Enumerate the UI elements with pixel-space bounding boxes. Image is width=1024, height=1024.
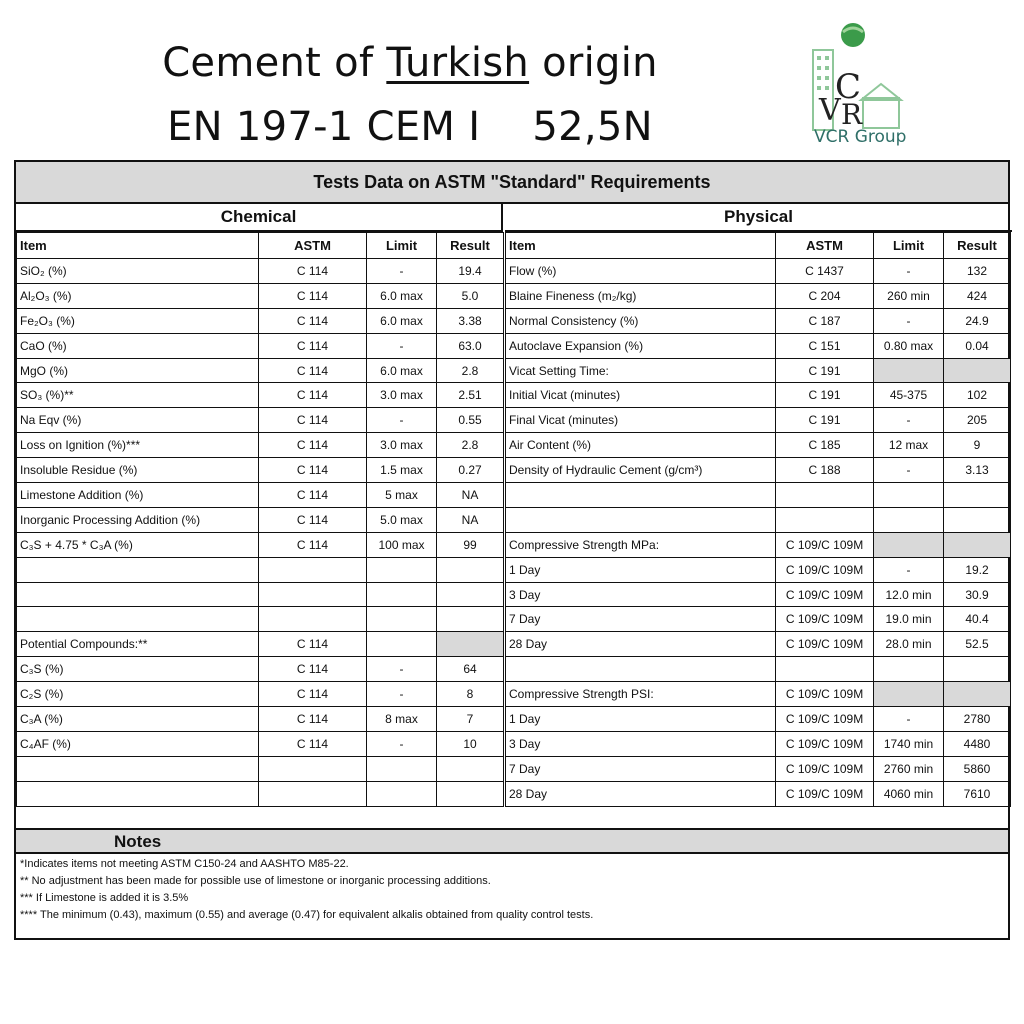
chemical-cell-limit: -	[367, 333, 437, 358]
chemical-cell-result: 8	[437, 682, 504, 707]
table-row	[506, 283, 1011, 308]
physical-cell-result: 40.4	[944, 607, 1011, 632]
table-row	[17, 507, 504, 532]
chemical-cell-limit: 5 max	[367, 483, 437, 508]
table-row	[17, 532, 504, 557]
physical-cell-limit	[874, 532, 944, 557]
chemical-cell-result: 63.0	[437, 333, 504, 358]
physical-cell-item: Normal Consistency (%)	[506, 308, 776, 333]
physical-cell-result	[944, 358, 1011, 383]
physical-col-astm: ASTM	[776, 233, 874, 259]
chemical-cell-item	[17, 756, 259, 781]
svg-text:R: R	[841, 98, 863, 131]
physical-cell-item: Final Vicat (minutes)	[506, 408, 776, 433]
note-line: **** The minimum (0.43), maximum (0.55) and average (0.47) for equivalent alkalis obtained from quality control tests.	[20, 909, 594, 921]
table-row	[17, 283, 504, 308]
physical-cell-item: 28 Day	[506, 632, 776, 657]
chemical-cell-astm	[259, 781, 367, 806]
physical-cell-item: Density of Hydraulic Cement (g/cm³)	[506, 458, 776, 483]
chemical-cell-item	[17, 607, 259, 632]
chemical-cell-result: 10	[437, 731, 504, 756]
chemical-cell-item: MgO (%)	[17, 358, 259, 383]
physical-cell-limit: 12.0 min	[874, 582, 944, 607]
physical-header-row	[506, 233, 1011, 259]
note-line: *Indicates items not meeting ASTM C150-24 and AASHTO M85-22.	[20, 858, 349, 870]
physical-cell-astm: C 185	[776, 433, 874, 458]
physical-cell-item: Air Content (%)	[506, 433, 776, 458]
physical-cell-astm: C 204	[776, 283, 874, 308]
table-row	[17, 433, 504, 458]
chemical-cell-limit: -	[367, 408, 437, 433]
table-row	[17, 483, 504, 508]
physical-cell-astm: C 109/C 109M	[776, 781, 874, 806]
test-data-sheet	[14, 160, 1010, 940]
physical-cell-limit: 1740 min	[874, 731, 944, 756]
table-row	[506, 607, 1011, 632]
chemical-cell-limit: -	[367, 682, 437, 707]
table-row	[17, 408, 504, 433]
chemical-cell-item: C₃S (%)	[17, 657, 259, 682]
chemical-cell-result	[437, 632, 504, 657]
svg-text:C: C	[835, 67, 862, 107]
chemical-cell-astm	[259, 607, 367, 632]
physical-cell-result	[944, 507, 1011, 532]
table-row	[17, 458, 504, 483]
chemical-cell-astm: C 114	[259, 731, 367, 756]
chemical-cell-astm: C 114	[259, 682, 367, 707]
table-row	[17, 358, 504, 383]
physical-cell-astm: C 188	[776, 458, 874, 483]
chemical-cell-result: 5.0	[437, 283, 504, 308]
chemical-cell-limit	[367, 582, 437, 607]
chemical-cell-result: 2.51	[437, 383, 504, 408]
physical-cell-result: 24.9	[944, 308, 1011, 333]
chemical-cell-limit	[367, 781, 437, 806]
physical-cell-limit: -	[874, 259, 944, 284]
physical-cell-astm: C 109/C 109M	[776, 682, 874, 707]
physical-cell-astm: C 187	[776, 308, 874, 333]
physical-cell-result: 9	[944, 433, 1011, 458]
notes-list	[20, 856, 593, 924]
physical-cell-limit: -	[874, 557, 944, 582]
physical-cell-item: 7 Day	[506, 607, 776, 632]
chemical-cell-result	[437, 582, 504, 607]
physical-cell-limit: 19.0 min	[874, 607, 944, 632]
table-row	[506, 433, 1011, 458]
chemical-cell-item: Na Eqv (%)	[17, 408, 259, 433]
physical-cell-limit: -	[874, 308, 944, 333]
physical-cell-limit	[874, 483, 944, 508]
table-row	[17, 607, 504, 632]
chemical-cell-item: Insoluble Residue (%)	[17, 458, 259, 483]
chemical-cell-result: 2.8	[437, 433, 504, 458]
chemical-cell-astm: C 114	[259, 532, 367, 557]
chemical-cell-result	[437, 781, 504, 806]
table-row	[506, 383, 1011, 408]
table-row	[506, 358, 1011, 383]
chemical-cell-result: 19.4	[437, 259, 504, 284]
chemical-cell-result: 7	[437, 707, 504, 732]
physical-cell-result: 4480	[944, 731, 1011, 756]
chemical-cell-limit: 3.0 max	[367, 383, 437, 408]
chemical-cell-item	[17, 781, 259, 806]
physical-cell-item: Vicat Setting Time:	[506, 358, 776, 383]
chemical-cell-limit	[367, 607, 437, 632]
table-row	[506, 483, 1011, 508]
table-row	[17, 781, 504, 806]
physical-cell-astm: C 109/C 109M	[776, 632, 874, 657]
svg-text:V: V	[819, 93, 841, 128]
chemical-cell-result: NA	[437, 483, 504, 508]
chemical-cell-astm: C 114	[259, 383, 367, 408]
chemical-cell-result	[437, 557, 504, 582]
table-row	[506, 458, 1011, 483]
physical-cell-item	[506, 657, 776, 682]
physical-cell-result	[944, 682, 1011, 707]
chemical-cell-item: CaO (%)	[17, 333, 259, 358]
chemical-cell-astm: C 114	[259, 657, 367, 682]
chemical-cell-item: Fe₂O₃ (%)	[17, 308, 259, 333]
chemical-cell-item: SiO₂ (%)	[17, 259, 259, 284]
physical-cell-result: 7610	[944, 781, 1011, 806]
physical-cell-limit: 12 max	[874, 433, 944, 458]
table-row	[506, 532, 1011, 557]
physical-cell-item: Initial Vicat (minutes)	[506, 383, 776, 408]
table-row	[17, 557, 504, 582]
physical-cell-result	[944, 532, 1011, 557]
table-row	[506, 557, 1011, 582]
chemical-cell-limit	[367, 557, 437, 582]
physical-section-title: Physical	[505, 204, 1012, 232]
chemical-cell-limit	[367, 632, 437, 657]
title-text-prefix: Cement of	[162, 40, 387, 86]
physical-cell-astm: C 109/C 109M	[776, 582, 874, 607]
physical-cell-item: 7 Day	[506, 756, 776, 781]
physical-cell-result: 205	[944, 408, 1011, 433]
chemical-section-title: Chemical	[16, 204, 503, 232]
physical-cell-astm: C 191	[776, 383, 874, 408]
table-row	[506, 682, 1011, 707]
physical-col-item: Item	[506, 233, 776, 259]
table-row	[506, 308, 1011, 333]
table-row	[506, 259, 1011, 284]
table-row	[506, 582, 1011, 607]
table-row	[17, 308, 504, 333]
physical-cell-item	[506, 483, 776, 508]
chemical-cell-limit: 100 max	[367, 532, 437, 557]
chemical-col-item: Item	[17, 233, 259, 259]
sheet-header: Tests Data on ASTM "Standard" Requirements	[16, 162, 1008, 204]
physical-cell-result: 424	[944, 283, 1011, 308]
chemical-cell-astm: C 114	[259, 308, 367, 333]
physical-cell-limit: 260 min	[874, 283, 944, 308]
physical-cell-item: 3 Day	[506, 582, 776, 607]
chemical-cell-result: 99	[437, 532, 504, 557]
physical-cell-astm: C 109/C 109M	[776, 557, 874, 582]
chemical-cell-item: Inorganic Processing Addition (%)	[17, 507, 259, 532]
chemical-cell-item: Al₂O₃ (%)	[17, 283, 259, 308]
physical-table	[505, 232, 1011, 807]
title-text-suffix: origin	[529, 40, 658, 86]
chemical-cell-astm: C 114	[259, 408, 367, 433]
physical-cell-astm: C 109/C 109M	[776, 532, 874, 557]
table-row	[17, 582, 504, 607]
chemical-col-result: Result	[437, 233, 504, 259]
chemical-cell-item	[17, 582, 259, 607]
physical-cell-limit	[874, 358, 944, 383]
chemical-cell-item	[17, 557, 259, 582]
chemical-cell-astm	[259, 756, 367, 781]
chemical-cell-limit: 5.0 max	[367, 507, 437, 532]
physical-cell-result: 19.2	[944, 557, 1011, 582]
physical-cell-item: 28 Day	[506, 781, 776, 806]
chemical-cell-result: 0.55	[437, 408, 504, 433]
physical-cell-astm: C 109/C 109M	[776, 756, 874, 781]
physical-cell-astm: C 109/C 109M	[776, 607, 874, 632]
chemical-cell-limit: 6.0 max	[367, 358, 437, 383]
chemical-cell-astm: C 114	[259, 333, 367, 358]
page-title-line1	[0, 40, 820, 86]
logo-text: VCR Group	[814, 127, 907, 147]
chemical-col-limit: Limit	[367, 233, 437, 259]
physical-cell-astm	[776, 657, 874, 682]
physical-cell-item: 3 Day	[506, 731, 776, 756]
chemical-cell-limit	[367, 756, 437, 781]
table-row	[506, 657, 1011, 682]
chemical-cell-item: Loss on Ignition (%)***	[17, 433, 259, 458]
physical-cell-astm: C 191	[776, 358, 874, 383]
physical-cell-limit: 28.0 min	[874, 632, 944, 657]
table-row	[17, 383, 504, 408]
table-row	[17, 756, 504, 781]
table-row	[17, 731, 504, 756]
chemical-cell-result: 0.27	[437, 458, 504, 483]
physical-cell-result	[944, 483, 1011, 508]
table-row	[506, 781, 1011, 806]
table-row	[506, 632, 1011, 657]
chemical-col-astm: ASTM	[259, 233, 367, 259]
chemical-cell-astm: C 114	[259, 483, 367, 508]
page-title-line2: EN 197-1 CEM I 52,5N	[167, 104, 653, 150]
chemical-cell-astm: C 114	[259, 259, 367, 284]
table-row	[506, 707, 1011, 732]
chemical-cell-item: Potential Compounds:**	[17, 632, 259, 657]
physical-cell-limit: 4060 min	[874, 781, 944, 806]
chemical-cell-astm: C 114	[259, 433, 367, 458]
table-row	[17, 259, 504, 284]
physical-cell-limit: -	[874, 458, 944, 483]
physical-cell-limit: 0.80 max	[874, 333, 944, 358]
physical-cell-limit	[874, 682, 944, 707]
chemical-cell-item: SO₃ (%)**	[17, 383, 259, 408]
physical-cell-limit	[874, 507, 944, 532]
physical-cell-astm: C 151	[776, 333, 874, 358]
physical-cell-item: Compressive Strength PSI:	[506, 682, 776, 707]
note-line: ** No adjustment has been made for possible use of limestone or inorganic processing additions.	[20, 875, 491, 887]
physical-cell-item: 1 Day	[506, 557, 776, 582]
chemical-cell-result	[437, 756, 504, 781]
physical-cell-result: 0.04	[944, 333, 1011, 358]
chemical-cell-limit: 8 max	[367, 707, 437, 732]
chemical-cell-result	[437, 607, 504, 632]
physical-cell-result	[944, 657, 1011, 682]
chemical-cell-item: Limestone Addition (%)	[17, 483, 259, 508]
physical-col-limit: Limit	[874, 233, 944, 259]
chemical-cell-result: 3.38	[437, 308, 504, 333]
chemical-cell-result: 64	[437, 657, 504, 682]
chemical-cell-limit: 1.5 max	[367, 458, 437, 483]
chemical-cell-item: C₂S (%)	[17, 682, 259, 707]
chemical-cell-astm: C 114	[259, 358, 367, 383]
chemical-header-row	[17, 233, 504, 259]
physical-col-result: Result	[944, 233, 1011, 259]
table-row	[506, 408, 1011, 433]
chemical-cell-astm	[259, 582, 367, 607]
chemical-cell-limit: -	[367, 259, 437, 284]
chemical-cell-item: C₄AF (%)	[17, 731, 259, 756]
chemical-cell-limit: -	[367, 657, 437, 682]
table-row	[506, 333, 1011, 358]
physical-cell-astm: C 1437	[776, 259, 874, 284]
chemical-table	[16, 232, 504, 807]
chemical-cell-astm: C 114	[259, 707, 367, 732]
physical-cell-item	[506, 507, 776, 532]
table-row	[17, 707, 504, 732]
table-row	[506, 731, 1011, 756]
chemical-cell-astm: C 114	[259, 458, 367, 483]
chemical-cell-astm	[259, 557, 367, 582]
chemical-cell-result: 2.8	[437, 358, 504, 383]
physical-cell-result: 52.5	[944, 632, 1011, 657]
physical-cell-astm: C 109/C 109M	[776, 707, 874, 732]
chemical-cell-astm: C 114	[259, 632, 367, 657]
physical-cell-item: 1 Day	[506, 707, 776, 732]
physical-cell-result: 3.13	[944, 458, 1011, 483]
physical-cell-limit: 2760 min	[874, 756, 944, 781]
chemical-cell-result: NA	[437, 507, 504, 532]
table-row	[17, 632, 504, 657]
physical-cell-limit: -	[874, 408, 944, 433]
chemical-cell-limit: 3.0 max	[367, 433, 437, 458]
table-row	[17, 682, 504, 707]
physical-cell-item: Autoclave Expansion (%)	[506, 333, 776, 358]
physical-cell-item: Flow (%)	[506, 259, 776, 284]
physical-cell-result: 2780	[944, 707, 1011, 732]
title-text-origin: Turkish	[386, 40, 530, 86]
chemical-cell-limit: 6.0 max	[367, 308, 437, 333]
table-row	[17, 333, 504, 358]
physical-cell-astm	[776, 483, 874, 508]
physical-cell-limit: -	[874, 707, 944, 732]
physical-cell-result: 30.9	[944, 582, 1011, 607]
physical-cell-result: 5860	[944, 756, 1011, 781]
chemical-cell-limit: -	[367, 731, 437, 756]
chemical-cell-item: C₃A (%)	[17, 707, 259, 732]
table-row	[506, 507, 1011, 532]
physical-cell-result: 132	[944, 259, 1011, 284]
notes-title: Notes	[16, 828, 1008, 854]
chemical-cell-limit: 6.0 max	[367, 283, 437, 308]
physical-cell-item: Blaine Fineness (m₂/kg)	[506, 283, 776, 308]
table-row	[17, 657, 504, 682]
physical-cell-item: Compressive Strength MPa:	[506, 532, 776, 557]
physical-cell-limit	[874, 657, 944, 682]
chemical-cell-astm: C 114	[259, 507, 367, 532]
physical-cell-result: 102	[944, 383, 1011, 408]
physical-cell-astm: C 191	[776, 408, 874, 433]
note-line: *** If Limestone is added it is 3.5%	[20, 892, 189, 904]
chemical-cell-item: C₃S + 4.75 * C₃A (%)	[17, 532, 259, 557]
physical-cell-astm	[776, 507, 874, 532]
chemical-cell-astm: C 114	[259, 283, 367, 308]
physical-cell-limit: 45-375	[874, 383, 944, 408]
physical-cell-astm: C 109/C 109M	[776, 731, 874, 756]
table-row	[506, 756, 1011, 781]
